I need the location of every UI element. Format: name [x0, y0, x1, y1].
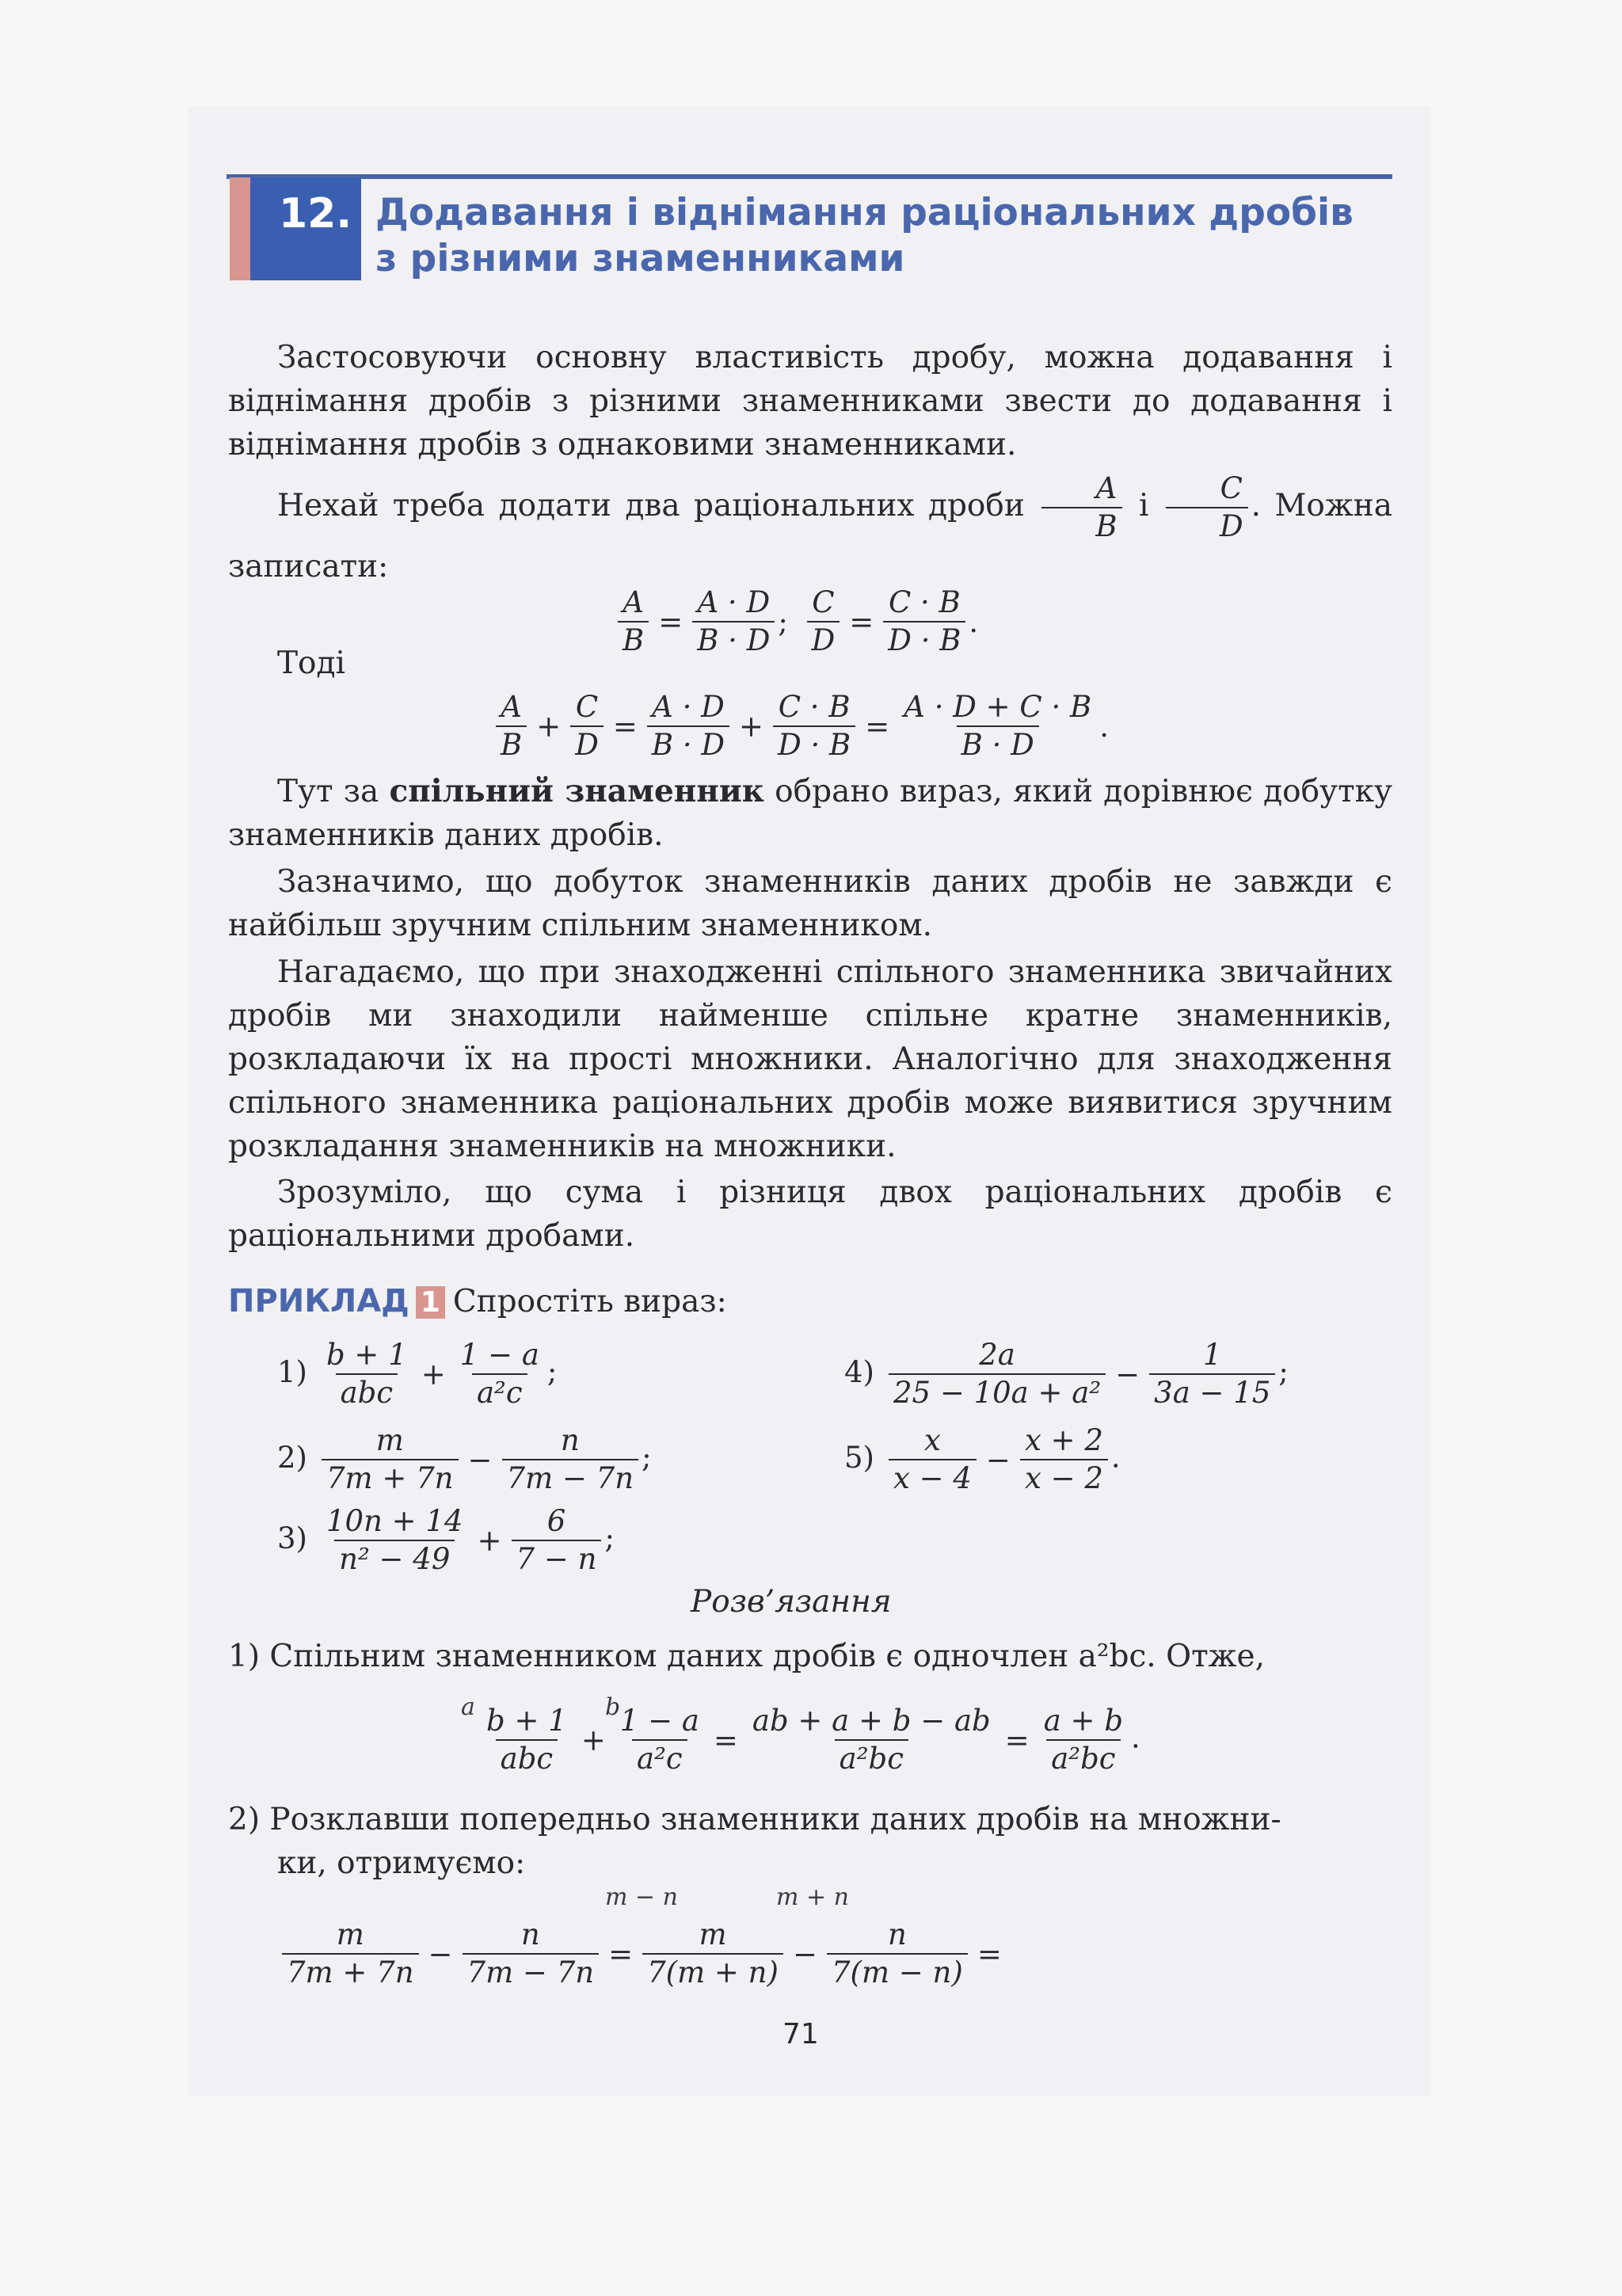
- formula1-frac-4: $\frac{C \cdot B}{D \cdot B}$: [883, 584, 965, 659]
- solution-1-formula: a b b + 1 abc + $\frac{1 - a}{\text{a²c}}$ = $\frac{ab + a + b - ab}{\text{a²bc}}$ = $\frac{a + b}{\text{a²bc}}$ .: [461, 1693, 1140, 1776]
- word-todi: Тоді: [277, 645, 345, 681]
- section-title-line2: з різними знаменниками: [375, 237, 905, 280]
- paragraph-2: [228, 470, 1392, 588]
- multiplier-4: m + n: [776, 1883, 849, 1911]
- exercise-item-5: 5) $\frac{x}{x - 4}$ − $\frac{x + 2}{x - 2}$ .: [844, 1423, 1121, 1495]
- paragraph-2-end: . Можна записати:: [228, 488, 1392, 584]
- formula-equivalent-fractions: $\frac{A}{B}$ = $\frac{A \cdot D}{B \cdot D}$ ; $\frac{C}{D}$ = $\frac{C \cdot B}{D \cdot B}$ .: [615, 584, 984, 659]
- section-number: 12.: [279, 190, 352, 238]
- paragraph-2-and: і: [1139, 488, 1149, 524]
- example-header: [228, 1283, 727, 1319]
- paragraph-1: Застосовуючи основну властивість дробу, можна додавання і віднімання дробів з різними знаменниками звести до додавання і віднімання дробів з однаковими знаменниками.: [228, 340, 1392, 463]
- formula2-frac-2: $\frac{C}{D}$: [570, 689, 603, 763]
- solution-2-text-line2: ки, отримуємо:: [277, 1845, 526, 1881]
- section-title-line1: Додавання і віднімання раціональних дробів: [375, 191, 1354, 234]
- header-rule: [227, 174, 1392, 179]
- formula2-frac-3: $\frac{A \cdot D}{B \cdot D}$: [647, 689, 729, 763]
- formula-sum-of-fractions: $\frac{A}{B}$ + $\frac{C}{D}$ = $\frac{A \cdot D}{B \cdot D}$ + $\frac{C \cdot B}{D \cdot B}$ = $\frac{A \cdot D + C \cdot B}{B \cdot D}$ .: [493, 689, 1115, 763]
- fraction-c-over-d: $\frac{C}{D}$: [1166, 470, 1248, 545]
- page-number: 71: [782, 2018, 819, 2050]
- multiplier-2: b: [605, 1693, 621, 1721]
- section-title: [375, 190, 1354, 282]
- paragraph-2-start: Нехай треба додати два раціональних дроби: [277, 488, 1025, 524]
- example-task: Спростіть вираз:: [452, 1284, 727, 1319]
- formula1-frac-1: $\frac{A}{B}$: [618, 584, 649, 659]
- term-common-denominator: спільний знаменник: [389, 773, 764, 809]
- solution-title: Розв’язання: [691, 1584, 892, 1620]
- solution-2-formula: m − n m + n $\frac{m}{7m + 7n}$ − $\frac{n}{7m - 7n}$ = $\frac{m}{7(m + n)}$ − $\frac{n}{7(m - n)}$ =: [279, 1917, 1008, 1991]
- paragraph-3: Тут за спільний знаменник обрано вираз, який дорівнює добутку знаменників даних дробів.: [228, 773, 1392, 853]
- formula2-frac-1: $\frac{A}{B}$: [496, 689, 527, 763]
- example-label: ПРИКЛАД: [228, 1283, 409, 1319]
- paragraph-6: Зрозуміло, що сума і різниця двох раціональних дробів є раціональними дробами.: [228, 1175, 1392, 1254]
- formula1-frac-3: $\frac{C}{D}$: [807, 584, 840, 659]
- fraction-a-over-b: $\frac{A}{B}$: [1041, 470, 1121, 545]
- exercise-item-4: 4) $\frac{2a}{\text{25 − 10a + a²}}$ − $\frac{1}{3a - 15}$ ;: [844, 1338, 1289, 1410]
- exercise-item-1: 1) b + 1 abc + $\frac{1 - a}{\text{a²c}}$ ;: [277, 1338, 558, 1410]
- paragraph-5: Нагадаємо, що при знаходженні спільного знаменника звичайних дробів ми знаходили найменше спільне кратне знаменників, розкладаючи їх на прості множники. Аналогічно для знаходження спільного знаменника раціональних дробів може виявитися зручним розкладання знаменників на множники.: [228, 954, 1392, 1164]
- formula1-frac-2: $\frac{A \cdot D}{B \cdot D}$: [692, 584, 775, 659]
- formula2-frac-5: $\frac{A \cdot D + C \cdot B}{B \cdot D}$: [904, 690, 1092, 762]
- example-number: 1: [416, 1286, 445, 1319]
- multiplier-1: a: [461, 1693, 475, 1721]
- solution-2-text-line1: 2) Розклавши попередньо знаменники даних дробів на множни-: [228, 1802, 1281, 1837]
- exercise-item-3: 3) $\frac{10n + 14}{\text{n² − 49}}$ + $\frac{6}{7 - n}$ ;: [277, 1504, 615, 1576]
- formula2-frac-4: $\frac{C \cdot B}{D \cdot B}$: [773, 689, 855, 763]
- paragraph-4: Зазначимо, що добуток знаменників даних дробів не завжди є найбільш зручним спільним знаменником.: [228, 864, 1392, 943]
- exercise-item-2: 2) $\frac{m}{7m + 7n}$ − $\frac{n}{7m - 7n}$ ;: [277, 1423, 652, 1495]
- multiplier-3: m − n: [605, 1883, 678, 1911]
- solution-1-text: 1) Спільним знаменником даних дробів є одночлен a²bc. Отже,: [228, 1639, 1265, 1674]
